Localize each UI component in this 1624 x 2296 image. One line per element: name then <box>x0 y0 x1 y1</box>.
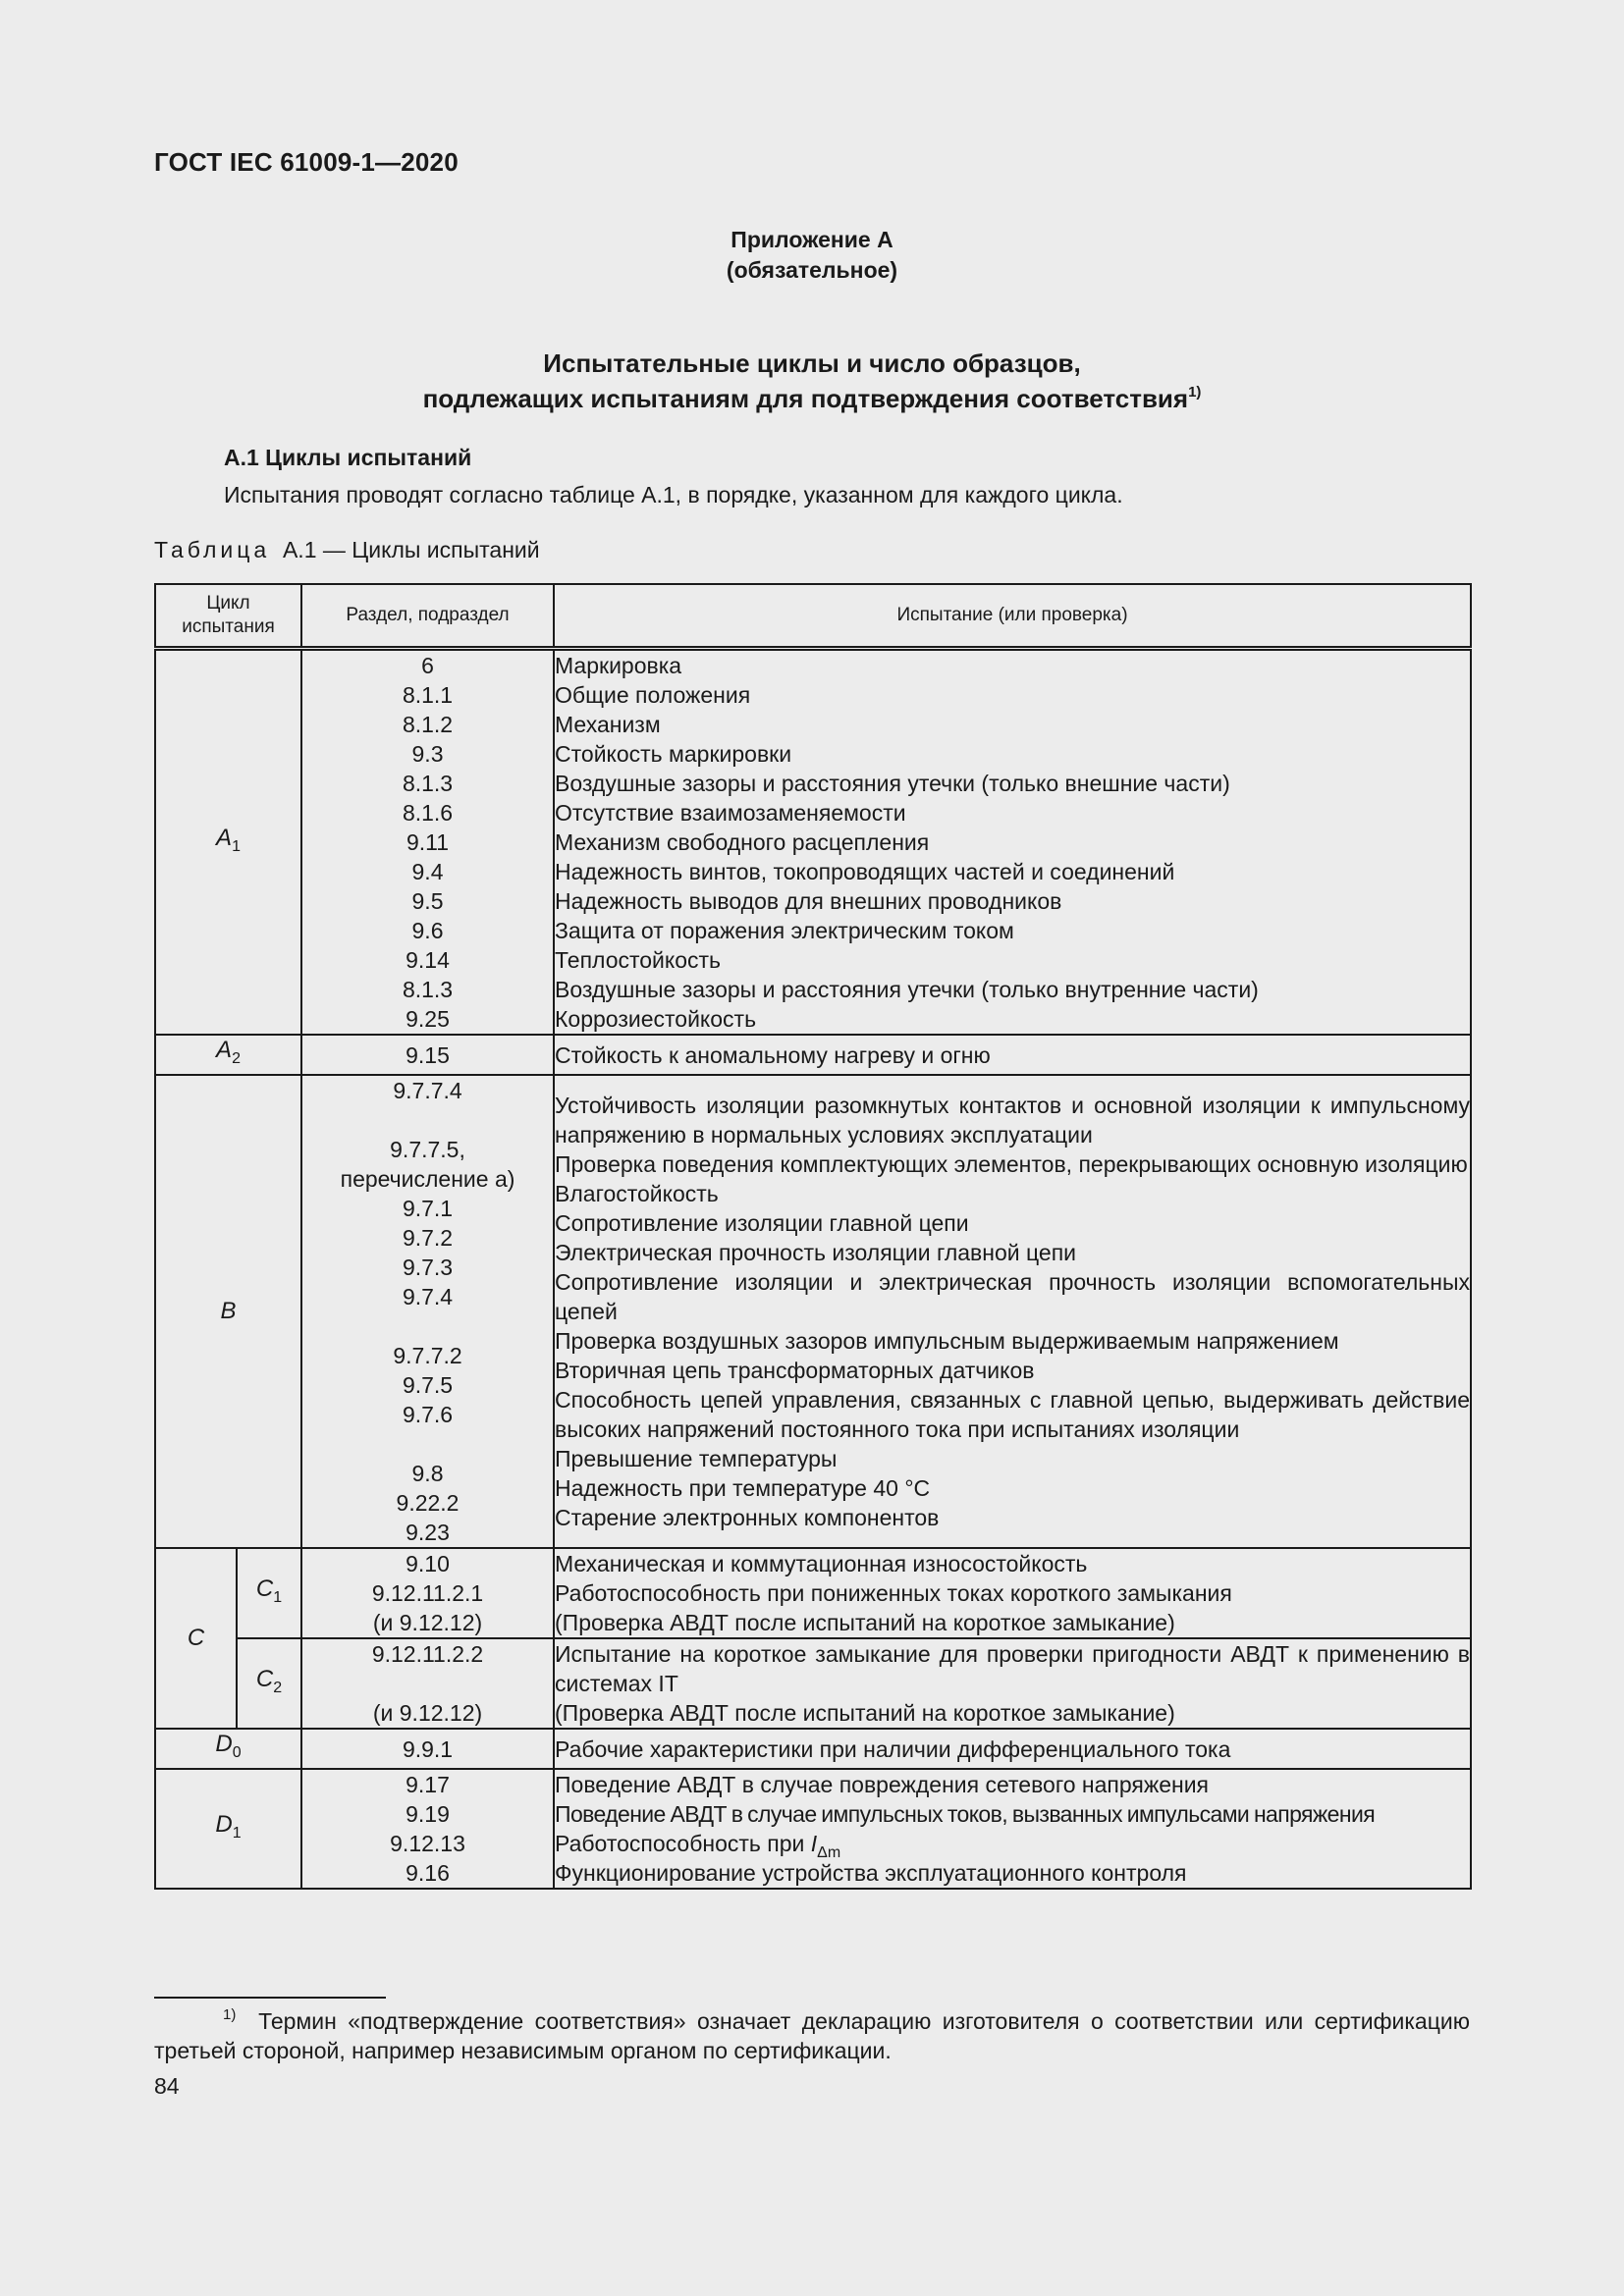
section-item: 8.1.2 <box>402 712 454 737</box>
cycle-a2 <box>155 1035 301 1075</box>
footnote-text: Термин «подтверждение соответствия» означает декларацию изготовителя о соответствии или сертификацию третьей стороной, например независимым органом по сертификации. <box>154 2008 1470 2063</box>
section-item: 9.16 <box>406 1860 450 1886</box>
cycle-a1-sub: 1 <box>232 837 241 855</box>
test-item: Поведение АВДТ в случае повреждения сетевого напряжения <box>555 1772 1210 1797</box>
tests-d1 <box>554 1769 1471 1889</box>
section-item: 8.1.3 <box>402 977 454 1002</box>
cycle-a2-sub: 2 <box>232 1050 241 1067</box>
cycle-c1-letter: C <box>255 1575 274 1602</box>
cycle-c2-letter: C <box>255 1665 274 1692</box>
section-item: 9.5 <box>411 888 444 914</box>
sections-b <box>301 1075 554 1548</box>
test-a2: Стойкость к аномальному нагреву и огню <box>554 1035 1471 1075</box>
test-item: Проверка поведения комплектующих элементов, перекрывающих основную изоляцию <box>555 1151 1468 1177</box>
table-row-b <box>155 1075 1471 1548</box>
sections-c2 <box>301 1638 554 1729</box>
test-item: Надежность винтов, токопроводящих частей и соединений <box>555 859 1175 884</box>
test-item <box>555 1829 1470 1861</box>
section-item: 9.7.4 <box>402 1284 454 1309</box>
table-row-a2 <box>155 1035 1471 1075</box>
table-caption <box>154 537 540 563</box>
test-cycles-table <box>154 583 1472 1890</box>
test-item: Маркировка <box>555 653 682 678</box>
section-item: 9.6 <box>411 918 444 943</box>
test-item: Надежность при температуре 40 °С <box>555 1475 931 1501</box>
cycle-b: B <box>155 1075 301 1548</box>
test-item: Сопротивление изоляции главной цепи <box>555 1210 969 1236</box>
section-d0: 9.9.1 <box>301 1729 554 1769</box>
section-item: 9.19 <box>406 1801 450 1827</box>
section-item: 9.25 <box>406 1006 450 1032</box>
table-row-d1 <box>155 1769 1471 1889</box>
tests-c2 <box>554 1638 1471 1729</box>
cycle-c2-sub: 2 <box>273 1679 283 1696</box>
section-item: 9.7.7.2 <box>393 1343 462 1368</box>
test-item: Превышение температуры <box>555 1446 838 1471</box>
test-item: Устойчивость изоляции разомкнутых контактов и основной изоляции к импульсному напряжению в нормальных условиях эксплуатации <box>555 1093 1471 1148</box>
test-item: Влагостойкость <box>555 1181 719 1206</box>
test-item: Механизм <box>555 712 661 737</box>
test-item-text: Работоспособность при <box>555 1831 805 1856</box>
header-section: Раздел, подраздел <box>301 584 554 649</box>
section-text: Испытания проводят согласно таблице А.1, в порядке, указанном для каждого цикла. <box>224 482 1123 507</box>
table-header-row <box>155 584 1471 649</box>
section-item: 9.4 <box>411 859 444 884</box>
section-item: 9.7.1 <box>402 1196 454 1221</box>
main-title-line1: Испытательные циклы и число образцов, <box>543 348 1081 378</box>
test-item: Надежность выводов для внешних проводников <box>555 888 1062 914</box>
table-row-a1 <box>155 649 1471 1036</box>
table-row-c1 <box>155 1548 1471 1638</box>
main-title-line2 <box>0 381 1624 416</box>
section-item: 8.1.1 <box>402 682 454 708</box>
cycle-d1 <box>155 1769 301 1889</box>
cycle-d0 <box>155 1729 301 1769</box>
tests-a1 <box>554 649 1471 1036</box>
section-item: 9.7.3 <box>402 1255 454 1280</box>
cycle-c: C <box>155 1548 237 1729</box>
section-item: 9.7.5 <box>402 1372 454 1398</box>
annex-heading <box>0 225 1624 286</box>
cycle-c1 <box>237 1548 301 1638</box>
section-item: 9.7.6 <box>402 1402 454 1427</box>
section-item: (и 9.12.12) <box>372 1700 483 1726</box>
footnote <box>154 2006 1470 2065</box>
sections-a1 <box>301 649 554 1036</box>
section-item: 6 <box>421 653 434 678</box>
footnote-mark: 1) <box>223 2006 237 2023</box>
test-item: Воздушные зазоры и расстояния утечки (только внешние части) <box>555 771 1230 796</box>
table-row-d0 <box>155 1729 1471 1769</box>
current-symbol-sub: Δm <box>817 1844 841 1861</box>
cycle-a1 <box>155 649 301 1036</box>
section-item: 9.12.13 <box>390 1831 465 1856</box>
cycle-d0-letter: D <box>215 1731 233 1757</box>
annex-status: (обязательное) <box>726 257 898 283</box>
tests-b <box>554 1075 1471 1548</box>
cycle-c2 <box>237 1638 301 1729</box>
test-item: Работоспособность при пониженных токах короткого замыкания <box>555 1580 1232 1606</box>
test-item: Воздушные зазоры и расстояния утечки (только внутренние части) <box>555 977 1259 1002</box>
test-item: Поведение АВДТ в случае импульсных токов, вызванных импульсами напряжения <box>555 1801 1376 1827</box>
test-item: Вторичная цепь трансформаторных датчиков <box>555 1358 1035 1383</box>
cycle-d0-sub: 0 <box>232 1744 242 1761</box>
sections-d1 <box>301 1769 554 1889</box>
table-caption-text: А.1 — Циклы испытаний <box>282 537 540 562</box>
section-item: (и 9.12.12) <box>372 1610 483 1635</box>
section-item: 9.12.11.2.1 <box>371 1580 484 1606</box>
section-item: 8.1.6 <box>402 800 454 826</box>
test-item: Теплостойкость <box>555 947 722 973</box>
test-item: Отсутствие взаимозаменяемости <box>555 800 906 826</box>
section-item: 9.10 <box>406 1551 450 1576</box>
section-title: А.1 Циклы испытаний <box>224 445 472 470</box>
header-test: Испытание (или проверка) <box>554 584 1471 649</box>
test-item: Коррозиестойкость <box>555 1006 757 1032</box>
cycle-d1-sub: 1 <box>232 1824 242 1842</box>
test-item: Проверка воздушных зазоров импульсным выдерживаемым напряжением <box>555 1328 1339 1354</box>
section-item: 9.7.7.5, <box>390 1137 465 1162</box>
section-a2: 9.15 <box>301 1035 554 1075</box>
test-item: Механическая и коммутационная износостойкость <box>555 1551 1088 1576</box>
header-cycle: Цикл испытания <box>155 584 301 649</box>
test-item: Сопротивление изоляции и электрическая прочность изоляции вспомогательных цепей <box>555 1269 1471 1324</box>
current-symbol: I <box>810 1831 818 1856</box>
main-title-line2-text: подлежащих испытаниям для подтверждения соответствия <box>422 384 1189 413</box>
document-id: ГОСТ IEC 61009-1—2020 <box>154 147 459 177</box>
test-item: Способность цепей управления, связанных с главной цепью, выдерживать действие высоких напряжений постоянного тока при испытаниях изоляции <box>555 1387 1471 1442</box>
section-item: перечисление а) <box>340 1166 515 1192</box>
section-item: 9.7.2 <box>402 1225 454 1251</box>
cycle-c1-sub: 1 <box>273 1588 283 1606</box>
section-item: 9.17 <box>406 1772 450 1797</box>
section-item: 9.22.2 <box>396 1490 460 1516</box>
section-item: 9.8 <box>411 1461 444 1486</box>
table-row-c2 <box>155 1638 1471 1729</box>
section-item: 9.23 <box>406 1520 450 1545</box>
test-item: (Проверка АВДТ после испытаний на короткое замыкание) <box>555 1610 1175 1635</box>
test-item: Общие положения <box>555 682 751 708</box>
main-title <box>0 346 1624 416</box>
test-item: Стойкость маркировки <box>555 741 792 767</box>
section-item: 8.1.3 <box>402 771 454 796</box>
cycle-a2-letter: A <box>216 1037 233 1063</box>
tests-c1 <box>554 1548 1471 1638</box>
section-item: 9.3 <box>411 741 444 767</box>
cycle-a1-letter: A <box>216 824 233 851</box>
footnote-divider <box>154 1997 386 1999</box>
sections-c1 <box>301 1548 554 1638</box>
section-item: 9.14 <box>406 947 450 973</box>
section-item: 9.12.11.2.2 <box>371 1641 484 1667</box>
page-number: 84 <box>154 2073 180 2099</box>
table-caption-label: Таблица <box>154 537 271 562</box>
section-item: 9.11 <box>406 829 450 855</box>
section-item: 9.7.7.4 <box>393 1078 462 1103</box>
test-item: (Проверка АВДТ после испытаний на короткое замыкание) <box>555 1700 1175 1726</box>
test-item: Механизм свободного расцепления <box>555 829 930 855</box>
annex-title: Приложение А <box>731 227 893 252</box>
footnote-reference: 1) <box>1188 384 1202 400</box>
test-item: Испытание на короткое замыкание для проверки пригодности АВДТ к применению в системах IT <box>555 1641 1471 1696</box>
test-item: Электрическая прочность изоляции главной цепи <box>555 1240 1076 1265</box>
test-item: Старение электронных компонентов <box>555 1505 940 1530</box>
test-d0: Рабочие характеристики при наличии дифференциального тока <box>554 1729 1471 1769</box>
test-item: Функционирование устройства эксплуатационного контроля <box>555 1860 1187 1886</box>
test-item: Защита от поражения электрическим током <box>555 918 1014 943</box>
cycle-d1-letter: D <box>215 1810 233 1838</box>
